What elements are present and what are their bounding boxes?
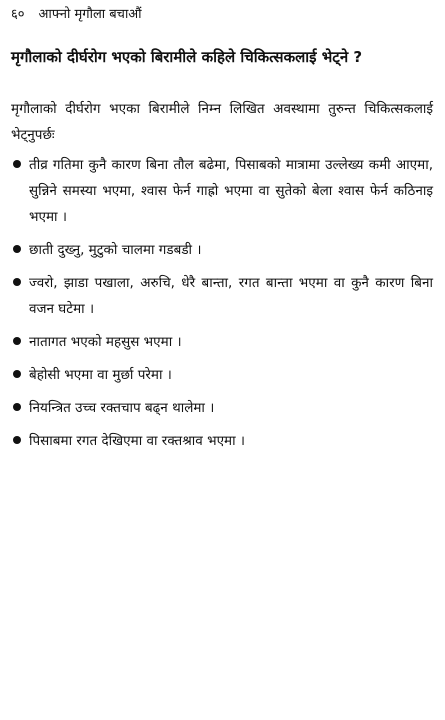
bullet-icon [13,436,21,444]
list-item [11,237,433,263]
page-number: ६० [11,7,25,22]
symptom-list [11,152,433,461]
book-title: आफ्नो मृगौला बचाऔं [38,7,142,22]
bullet-icon [13,245,21,253]
list-item [11,270,433,322]
bullet-icon [13,337,21,345]
list-item-text: नातागत भएको महसुस भएमा । [29,334,182,350]
list-item [11,152,433,230]
bullet-icon [13,160,21,168]
bullet-icon [13,403,21,411]
list-item [11,362,433,388]
list-item [11,395,433,421]
list-item [11,428,433,454]
list-item-text: नियन्त्रित उच्च रक्तचाप बढ्न थालेमा । [29,400,215,416]
list-item [11,329,433,355]
intro-paragraph: मृगौलाको दीर्घरोग भएका बिरामीले निम्न लिखित अवस्थामा तुरुन्त चिकित्सकलाई भेट्नुपर्छः [11,101,433,143]
list-item-text: छाती दुख्नु, मुटुको चालमा गडबडी । [29,242,202,258]
bullet-icon [13,278,21,286]
list-item-text: ज्वरो, झाडा पखाला, अरुचि, धेरै बान्ता, रगत बान्ता भएमा वा कुनै कारण बिना वजन घटेमा । [29,275,433,317]
list-item-text: तीव्र गतिमा कुनै कारण बिना तौल बढेमा, पिसाबको मात्रामा उल्लेख्य कमी आएमा, सुन्निने समस्या भएमा, श्वास फेर्न गाह्रो भएमा वा सुतेको बेला श्वास फेर्न कठिनाइ भएमा । [29,157,433,225]
bullet-icon [13,370,21,378]
list-item-text: पिसाबमा रगत देखिएमा वा रक्तश्राव भएमा । [29,433,246,449]
list-item-text: बेहोसी भएमा वा मुर्छा परेमा । [29,367,172,383]
section-heading: मृगौलाको दीर्घरोग भएको बिरामीले कहिले चिकित्सकलाई भेट्ने ? [11,48,363,66]
running-header [11,6,142,24]
